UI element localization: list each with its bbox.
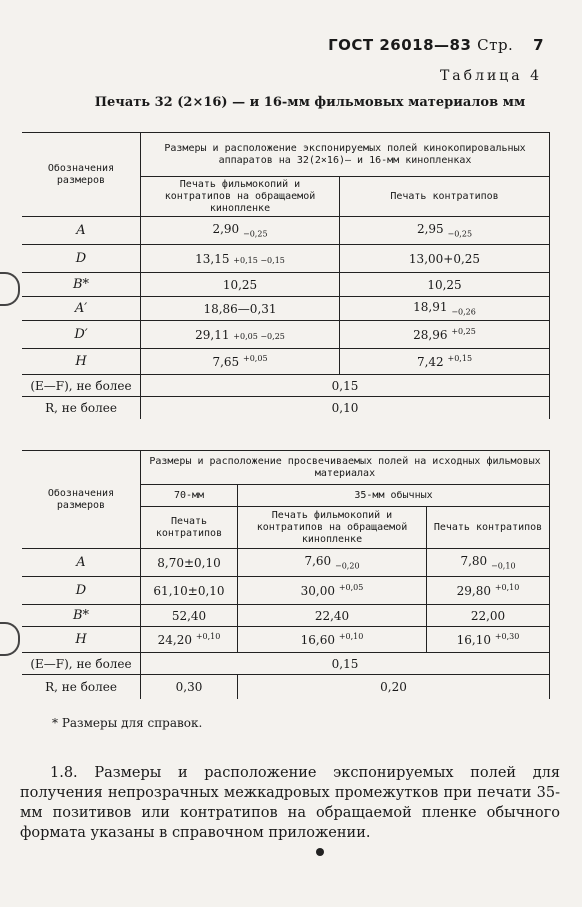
table-row	[22, 321, 550, 349]
cell-value: 8,70±0,10	[141, 549, 238, 577]
cell-value: 16,60	[300, 633, 335, 647]
subheader-35mm: 35-мм обычных	[238, 485, 550, 507]
cell-value: 2,95	[416, 222, 444, 237]
cell-value: 29,80	[456, 584, 491, 598]
table-row	[22, 627, 550, 653]
row-label: D	[22, 245, 141, 273]
tolerance: +0,05	[338, 583, 364, 592]
table-row	[22, 397, 550, 419]
row-label: D	[22, 577, 141, 605]
cell-value: 30,00	[300, 584, 335, 598]
cell-value: 28,96	[413, 328, 448, 342]
table-row	[22, 653, 550, 675]
col-header: Печать контратипов	[141, 507, 238, 549]
col-header: Печать контратипов	[427, 507, 550, 549]
tolerance: +0,05 −0,25	[233, 331, 285, 341]
table-row	[22, 375, 550, 397]
cell-value: 10,25	[340, 273, 550, 297]
cell-value: 24,20	[157, 633, 192, 647]
cell-value: 0,15	[141, 375, 550, 397]
table-row	[22, 675, 550, 699]
table-row	[22, 549, 550, 577]
col-header: Печать контратипов	[340, 177, 550, 217]
standard-number: ГОСТ 26018—83	[328, 36, 472, 54]
tolerance: +0,15 −0,15	[233, 255, 285, 265]
body-paragraph: 1.8. Размеры и расположение экспонируемых полей для получения непрозрачных межкадровых промежутков при печати 35-мм позитивов или контратипов на обращаемой пленке обычного формата указаны в справочном приложении.	[20, 765, 560, 841]
cell-value: 18,86—0,31	[141, 297, 340, 321]
page-label: Стр.	[477, 36, 514, 54]
cell-value: 2,90	[212, 222, 240, 237]
row-label: B*	[22, 273, 141, 297]
col-header: Печать фильмокопий и контратипов на обращаемой кинопленке	[141, 177, 340, 217]
tolerance: +0,10	[338, 632, 364, 641]
cell-value: 10,25	[141, 273, 340, 297]
cell-value: 29,11	[195, 327, 230, 342]
row-label: (E—F), не более	[22, 653, 141, 675]
cell-value: 7,80	[460, 554, 488, 569]
col-designation-header: Обозначения размеров	[22, 133, 141, 217]
table-row	[22, 349, 550, 375]
cell-value: 22,00	[427, 605, 550, 627]
dot-mark	[316, 848, 324, 856]
cell-value: 7,60	[304, 554, 332, 569]
table-row	[22, 297, 550, 321]
group-header: Размеры и расположение просвечиваемых полей на исходных фильмовых материалах	[141, 451, 550, 485]
cell-value: 0,10	[141, 397, 550, 419]
tolerance: +0,10	[195, 632, 221, 641]
footnote: * Размеры для справок.	[52, 716, 203, 730]
cell-value: 13,15	[195, 251, 230, 266]
cell-value: 18,91	[413, 300, 448, 315]
row-label: (E—F), не более	[22, 375, 141, 397]
punch-hole-mark	[0, 622, 20, 656]
tolerance: −0,10	[491, 561, 516, 571]
punch-hole-mark	[0, 272, 20, 306]
tolerance: −0,20	[335, 561, 360, 571]
table-row	[22, 273, 550, 297]
tolerance: +0,15	[447, 354, 473, 363]
page-number: 7	[533, 36, 544, 54]
row-label: A′	[22, 297, 141, 321]
cell-value: 0,30	[141, 675, 238, 699]
page-header	[328, 36, 544, 54]
cell-value: 0,20	[238, 675, 550, 699]
col-header: Печать фильмокопий и контратипов на обращаемой кинопленке	[238, 507, 427, 549]
row-label: D′	[22, 321, 141, 349]
tolerance: +0,30	[494, 632, 520, 641]
table-row	[22, 577, 550, 605]
table-row	[22, 605, 550, 627]
row-label: H	[22, 627, 141, 653]
table-row	[22, 245, 550, 273]
col-designation-header: Обозначения размеров	[22, 451, 141, 549]
cell-value: 16,10	[456, 633, 491, 647]
tolerance: −0,26	[451, 307, 476, 317]
cell-value: 7,65	[212, 355, 240, 369]
cell-value: 13,00+0,25	[340, 245, 550, 273]
dimensions-table-2	[22, 450, 550, 699]
row-label: B*	[22, 605, 141, 627]
tolerance: +0,10	[494, 583, 520, 592]
tolerance: +0,05	[243, 354, 268, 363]
row-label: R, не более	[22, 397, 141, 419]
table-title: Печать 32 (2×16) — и 16-мм фильмовых материалов мм	[94, 95, 526, 110]
group-header: Размеры и расположение экспонируемых полей кинокопировальных аппаратов на 32(2×16)— и 16-мм кинопленках	[141, 133, 550, 177]
tolerance: −0,25	[243, 229, 268, 239]
cell-value: 52,40	[141, 605, 238, 627]
table-label: Таблица 4	[439, 68, 542, 84]
tolerance: −0,25	[447, 229, 473, 239]
row-label: A	[22, 217, 141, 245]
tolerance: +0,25	[451, 327, 476, 336]
cell-value: 0,15	[141, 653, 550, 675]
table-row	[22, 217, 550, 245]
cell-value: 22,40	[238, 605, 427, 627]
row-label: A	[22, 549, 141, 577]
row-label: R, не более	[22, 675, 141, 699]
dimensions-table-1	[22, 132, 550, 419]
cell-value: 61,10±0,10	[141, 577, 238, 605]
subheader-70mm: 70-мм	[141, 485, 238, 507]
cell-value: 7,42	[416, 355, 444, 369]
row-label: H	[22, 349, 141, 375]
